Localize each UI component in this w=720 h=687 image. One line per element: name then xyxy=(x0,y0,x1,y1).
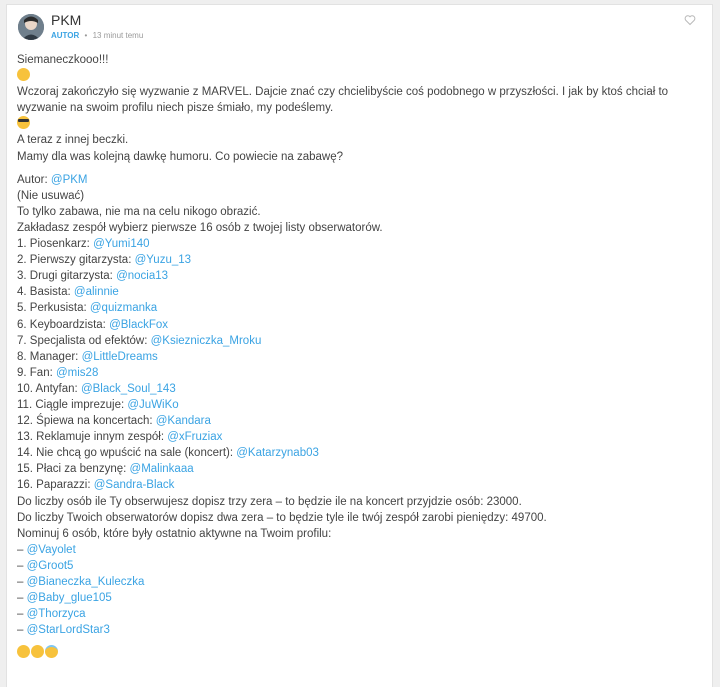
role-item: 16. Paparazzi: @Sandra-Black xyxy=(17,479,175,492)
role-item: 4. Basista: @alinnie xyxy=(17,286,119,299)
heart-icon[interactable] xyxy=(684,14,698,28)
outro-line: Do liczby Twoich obserwatorów dopisz dwa zera – to będzie tyle ile twój zespół zarobi pieniędzy: 49700. xyxy=(17,511,547,524)
mention-link[interactable]: @PKM xyxy=(50,173,88,186)
role-item: 3. Drugi gitarzysta: @nocia13 xyxy=(17,270,169,283)
role-item: 9. Fan: @mis28 xyxy=(17,366,99,379)
greeting: Siemaneczkooo!!! xyxy=(17,54,109,66)
post-card xyxy=(6,4,713,687)
mention-link[interactable]: @Malinkaaa xyxy=(129,463,194,476)
mention-link[interactable]: @quizmanka xyxy=(89,302,158,315)
role-item: 15. Płaci za benzynę: @Malinkaaa xyxy=(17,463,194,476)
avatar[interactable] xyxy=(18,14,44,40)
mention-link[interactable]: @Black_Soul_143 xyxy=(80,382,176,395)
mention-link[interactable]: @Groot5 xyxy=(26,559,74,572)
role-item: 1. Piosenkarz: @Yumi140 xyxy=(17,238,150,251)
outro-line: Do liczby osób ile Ty obserwujesz dopisz trzy zera – to będzie ile na koncert przyjdzie osób: 23000. xyxy=(17,495,522,508)
role-item: 6. Keyboardzista: @BlackFox xyxy=(17,318,169,331)
role-item: 12. Śpiewa na koncertach: @Kandara xyxy=(17,415,211,428)
mention-link[interactable]: @Yumi140 xyxy=(93,238,150,251)
mention-link[interactable]: @nocia13 xyxy=(116,270,169,283)
paragraph-line: Wczoraj zakończyło się wyzwanie z MARVEL. Dajcie znać czy chcielibyście coś podobnego w przyszłości. I jak by ktoś chciał to xyxy=(17,86,669,99)
intro-line: Zakładasz zespół wybierz pierwsze 16 osób z twojej listy obserwatorów. xyxy=(17,221,383,234)
role-item: 7. Specjalista od efektów: @Ksiezniczka_Mroku xyxy=(17,334,262,347)
paragraph-line: A teraz z innej beczki. xyxy=(17,134,129,147)
mention-link[interactable]: @Ksiezniczka_Mroku xyxy=(150,334,262,347)
post-meta xyxy=(51,31,143,40)
post-content xyxy=(17,52,697,661)
mention-link[interactable]: @Kandara xyxy=(155,415,211,428)
mention-link[interactable]: @Yuzu_13 xyxy=(134,254,192,267)
mention-link[interactable]: @alinnie xyxy=(73,286,119,299)
outro-line: Nominuj 6 osób, które były ostatnio aktywne na Twoim profilu: xyxy=(17,527,332,540)
smiling-face-emoji xyxy=(17,68,30,81)
role-item: 11. Ciągle imprezuje: @JuWiKo xyxy=(17,398,179,411)
nomination-item: – @Baby_glue105 xyxy=(17,592,112,605)
mention-link[interactable]: @Thorzyca xyxy=(26,608,86,621)
final-emojis xyxy=(17,645,697,661)
mention-link[interactable]: @BlackFox xyxy=(109,318,169,331)
role-item: 10. Antyfan: @Black_Soul_143 xyxy=(17,382,176,395)
halo-face-emoji xyxy=(45,645,58,658)
mention-link[interactable]: @StarLordStar3 xyxy=(26,624,110,637)
laughing-face-emoji xyxy=(17,645,30,658)
nomination-item: – @StarLordStar3 xyxy=(17,624,110,637)
mention-link[interactable]: @JuWiKo xyxy=(127,398,179,411)
mention-link[interactable]: @xFruziax xyxy=(167,431,223,444)
role-item: 14. Nie chcą go wpuścić na sale (koncert): @Katarzynab03 xyxy=(17,447,319,460)
role-item: 2. Pierwszy gitarzysta: @Yuzu_13 xyxy=(17,254,192,267)
intro-line: To tylko zabawa, nie ma na celu nikogo obrazić. xyxy=(17,205,261,218)
paragraph-line: Mamy dla was kolejną dawkę humoru. Co powiecie na zabawę? xyxy=(17,150,344,163)
mention-link[interactable]: @Vayolet xyxy=(26,543,76,556)
nomination-item: – @Bianeczka_Kuleczka xyxy=(17,576,145,588)
avatar-image xyxy=(18,14,44,40)
author-line: Autor: @PKM xyxy=(17,173,88,186)
nomination-item: – @Thorzyca xyxy=(17,608,86,621)
role-item: 5. Perkusista: @quizmanka xyxy=(17,302,158,315)
role-item: 13. Reklamuje innym zespół: @xFruziax xyxy=(17,431,223,444)
mention-link[interactable]: @mis28 xyxy=(56,366,99,379)
mention-link[interactable]: @Katarzynab03 xyxy=(236,447,319,460)
role-item: 8. Manager: @LittleDreams xyxy=(17,350,158,363)
author-badge: AUTOR xyxy=(51,31,80,40)
mention-link[interactable]: @Sandra-Black xyxy=(93,479,175,492)
post-time: 13 minut temu xyxy=(92,31,144,40)
mention-link[interactable]: @Bianeczka_Kuleczka xyxy=(26,576,145,588)
mention-link[interactable]: @LittleDreams xyxy=(81,350,158,363)
meta-separator: • xyxy=(84,31,88,40)
smiling-face-emoji xyxy=(31,645,44,658)
nomination-item: – @Groot5 xyxy=(17,559,74,572)
sunglasses-face-emoji xyxy=(17,116,30,129)
intro-line: (Nie usuwać) xyxy=(17,189,85,202)
mention-link[interactable]: @Baby_glue105 xyxy=(26,592,112,605)
paragraph-line: wyzwanie na swoim profilu niech pisze śmiało, my podeślemy. xyxy=(17,102,334,115)
nomination-item: – @Vayolet xyxy=(17,543,76,556)
author-name[interactable]: PKM xyxy=(51,12,82,28)
